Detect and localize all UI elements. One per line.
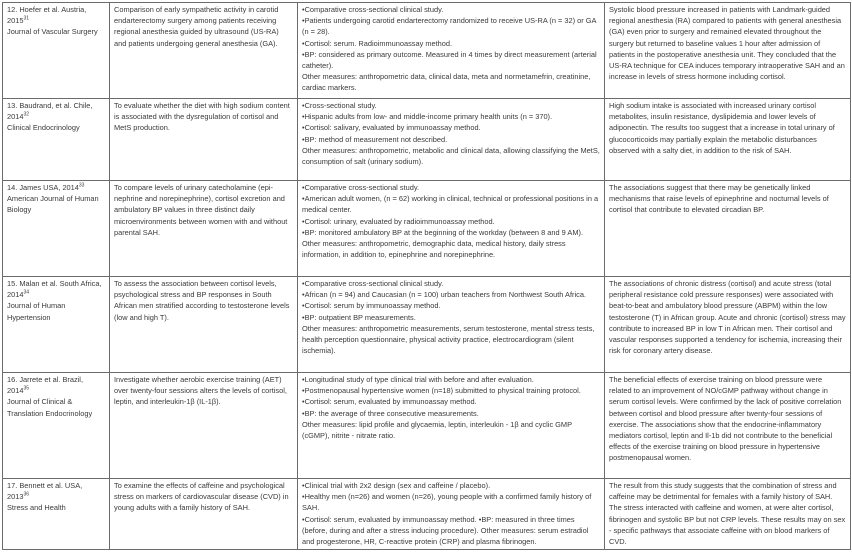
- reference-number: 34: [23, 289, 30, 296]
- study-citation: 17. Bennett et al. USA, 2013: [7, 481, 83, 502]
- study-cell: [3, 373, 110, 479]
- study-citation: 12. Hoefer et al. Austria, 2015: [7, 5, 87, 26]
- method-line: •Comparative cross-sectional clinical study.: [302, 5, 444, 14]
- method-line: •BP: considered as primary outcome. Measured in 4 times by direct measurement (arterial catheter).: [302, 49, 597, 71]
- method-line: •Clinical trial with 2x2 design (sex and caffeine / placebo).: [302, 481, 491, 490]
- study-cell: [3, 277, 110, 373]
- method-line: •BP: the average of three consecutive measurements.: [302, 408, 479, 418]
- method-line: Other measures: anthropometric measurements, serum testosterone, mental stress tests, health perception questionnaire, physical activity practice, electrocardiogram (silent ischemia).: [302, 323, 595, 356]
- table-row: [3, 181, 851, 277]
- method-line: •Cross-sectional study.: [302, 101, 377, 110]
- results-cell: The associations of chronic distress (cortisol) and acute stress (total peripheral resistance cold pressure responses) were associated with beat-to-beat and ambulatory blood pressure (ABPM) within the low testosterone (T) in African group. Acute and chronic (cortisol) stress may contribute to increased BP in low T in African men. Their cortisol and vascular responses supported a tendency for ischemia, increasing their risk for coronary artery disease.: [605, 277, 851, 373]
- table-row: [3, 277, 851, 373]
- objective-cell: Comparison of early sympathetic activity in carotid endarterectomy surgery among patients receiving regional anesthesia guided by ultrasound (US-RA) and patients undergoing general anesthesia (GA).: [110, 3, 298, 99]
- objective-cell: Investigate whether aerobic exercise training (AET) over twenty-four sessions alters the levels of cortisol, leptin, and interleukin-1β (IL-1β).: [110, 373, 298, 479]
- methods-cell: [298, 3, 605, 99]
- method-line: •American adult women, (n = 62) working in clinical, technical or professional positions in a medical center.: [302, 194, 599, 215]
- study-cell: [3, 99, 110, 181]
- method-line: •Healthy men (n=26) and women (n=26), young people with a confirmed family history of SAH.: [302, 492, 592, 513]
- results-cell: The beneficial effects of exercise training on blood pressure were related to an improvement of NO/cGMP pathway without change in serum cortisol levels. Were confirmed by the lack of positive correlation between cortisol and blood pressure after twenty-four sessions of exercise. The associations show that the endocrine-inflammatory mediators cortisol, leptin and Il-1b did not contribute to the beneficial effects of the exercise training on blood pressure in hypertensive postmenopausal women.: [605, 373, 851, 479]
- studies-table: [2, 2, 851, 550]
- objective-cell: To evaluate whether the diet with high sodium content is associated with the dysregulation of cortisol and MetS production.: [110, 99, 298, 181]
- method-line: •Longitudinal study of type clinical trial with before and after evaluation.: [302, 375, 534, 384]
- study-citation: 13. Baudrand, et al. Chile, 2014: [7, 101, 93, 122]
- study-cell: [3, 3, 110, 99]
- method-line: •BP: method of measurement not described.: [302, 134, 448, 144]
- study-citation: 16. Jarrete et al. Brazil, 2014: [7, 375, 83, 396]
- methods-cell: [298, 181, 605, 277]
- study-citation: 15. Malan et al. South Africa, 2014: [7, 279, 102, 300]
- method-line: •BP: monitored ambulatory BP at the beginning of the workday (between 8 and 9 AM).: [302, 227, 583, 237]
- journal-name: Journal of Human Hypertension: [7, 301, 66, 322]
- method-line: •Cortisol: serum, evaluated by immunoassay method.: [302, 397, 477, 407]
- results-cell: Systolic blood pressure increased in patients with Landmark-guided regional anesthesia (RA) compared to patients with general anesthesia (GA) even prior to surgery and remained elevated throughout the surgery but returned to baseline values 1 hour after admission of patients in the postoperative anesthesia unit. They concluded that the US-RA technique for CEA induces temporary intraoperative SAH and an increase in levels of stress hormone including cortisol.: [605, 3, 851, 99]
- method-line: Other measures: anthropometric data, clinical data, meta and normetamefrin, creatinine, cardiac markers.: [302, 72, 591, 93]
- table-row: [3, 479, 851, 550]
- methods-cell: [298, 277, 605, 373]
- method-line: •Cortisol: salivary, evaluated by immunoassay method.: [302, 123, 481, 133]
- table-row: [3, 373, 851, 479]
- methods-cell: [298, 479, 605, 550]
- method-line: •Cortisol: serum by immunoassay method.: [302, 301, 441, 311]
- study-citation: 14. James USA, 2014: [7, 183, 79, 192]
- method-line: Other measures: anthropometric, metabolic and clinical data, allowing classifying the MetS, consumption of salt (urinary sodium).: [302, 145, 600, 167]
- reference-number: 31: [23, 15, 30, 22]
- reference-number: 32: [23, 111, 30, 118]
- method-line: •Comparative cross-sectional study.: [302, 183, 420, 192]
- method-line: •BP: outpatient BP measurements.: [302, 312, 416, 322]
- journal-name: Journal of Vascular Surgery: [7, 27, 98, 37]
- objective-cell: To compare levels of urinary catecholamine (epi-nephrine and norepinephrine), cortisol excretion and ambulatory BP values in three distinct daily microenvironments between women with and without parental SAH.: [110, 181, 298, 277]
- method-line: •Cortisol: serum, evaluated by immunoassay method. •BP: measured in three times (before, during and after a stress inducing procedure). Other measures: serum estradiol and progesterone, HR, C-reactive protein (CRP) and plasma fibrinogen.: [302, 514, 589, 547]
- study-cell: [3, 181, 110, 277]
- method-line: •Patients undergoing carotid endarterectomy randomized to receive US-RA (n = 32) or GA (n = 28).: [302, 16, 597, 37]
- method-line: •Comparative cross-sectional clinical study.: [302, 279, 444, 288]
- objective-cell: To assess the association between cortisol levels, psychological stress and BP responses in South African men stratified according to testosterone levels (low and high T).: [110, 277, 298, 373]
- reference-number: 35: [23, 385, 30, 392]
- journal-name: Clinical Endocrinology: [7, 123, 80, 133]
- reference-number: 36: [23, 491, 30, 498]
- table-row: [3, 3, 851, 99]
- method-line: •African (n = 94) and Caucasian (n = 100) urban teachers from Northwest South Africa.: [302, 290, 586, 300]
- results-cell: The associations suggest that there may be genetically linked mechanisms that raise levels of epinephrine and nocturnal levels of cortisol that contribute to elevated circadian BP.: [605, 181, 851, 277]
- table-row: [3, 99, 851, 181]
- method-line: •Hispanic adults from low- and middle-income primary health units (n = 370).: [302, 112, 553, 122]
- method-line: Other measures: lipid profile and glycaemia, leptin, interleukin - 1β and cyclic GMP (cGMP), nitrite - nitrate ratio.: [302, 419, 572, 441]
- method-line: •Cortisol: urinary, evaluated by radioimmunoassay method.: [302, 216, 495, 226]
- journal-name: Journal of Clinical & Translation Endocrinology: [7, 397, 93, 418]
- results-cell: High sodium intake is associated with increased urinary cortisol metabolites, insulin resistance, dyslipidemia and lower levels of adiponectin. The results too suggest that a increase in total urinary of glucocorticoids may partially explain the metabolic disturbances observed with a salty diet, in addition to the risk of SAH.: [605, 99, 851, 181]
- study-cell: [3, 479, 110, 550]
- method-line: •Postmenopausal hypertensive women (n=18) submitted to physical training protocol.: [302, 386, 581, 396]
- journal-name: American Journal of Human Biology: [7, 194, 99, 215]
- results-cell: The result from this study suggests that the combination of stress and caffeine may be detrimental for females with a family history of SAH. The stress interacted with caffeine and women, at were alter cortisol, fibrinogen and systolic BP but not CRP levels. These results may on sex - specific pathways that associate caffeine with on blood markers of CVD.: [605, 479, 851, 550]
- method-line: Other measures: anthropometric, demographic data, medical history, daily stress information, in addition to, epinephrine and norepinephrine.: [302, 239, 566, 260]
- methods-cell: [298, 373, 605, 479]
- reference-number: 33: [78, 182, 85, 189]
- journal-name: Stress and Health: [7, 503, 66, 513]
- objective-cell: To examine the effects of caffeine and psychological stress on markers of cardiovascular disease (CVD) in young adults with a family history of SAH.: [110, 479, 298, 550]
- methods-cell: [298, 99, 605, 181]
- method-line: •Cortisol: serum. Radioimmunoassay method.: [302, 38, 453, 48]
